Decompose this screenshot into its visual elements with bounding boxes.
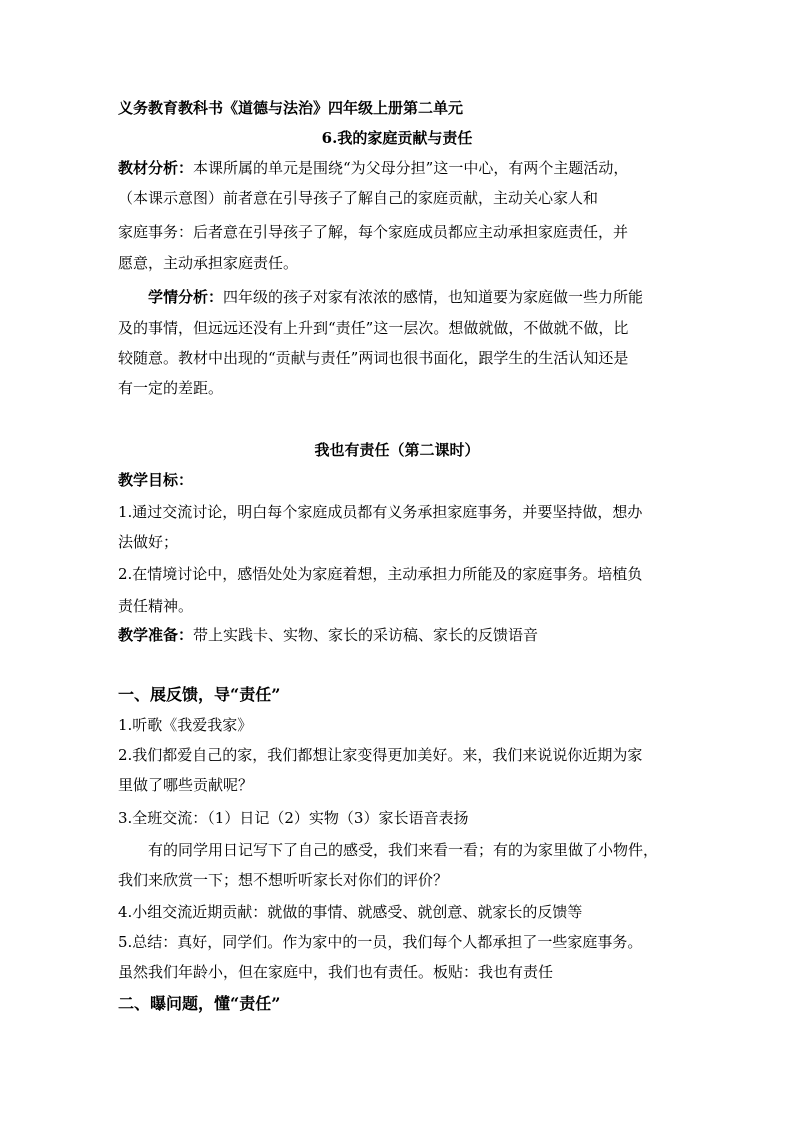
learner-analysis-line-2: 及的事情，但远远还没有上升到“责任”这一层次。想做就做，不做就不做，比 (118, 319, 629, 337)
section-1-heading: 一、展反馈，导“责任” (118, 685, 281, 704)
lesson-title: 6.我的家庭贡献与责任 (321, 129, 473, 147)
material-analysis-label: 教材分析： (118, 159, 194, 177)
material-analysis-text: 本课所属的单元是围绕“为父母分担”这一中心，有两个主题活动， (193, 159, 629, 177)
preparation-label: 教学准备： (118, 626, 194, 644)
objective-1-line-1: 1.通过交流讨论，明白每个家庭成员都有义务承担家庭事务，并要坚持做，想办 (118, 503, 643, 521)
objective-2-line-1: 2.在情境讨论中，感悟处处为家庭着想，主动承担力所能及的家庭事务。培植负 (118, 565, 643, 583)
section-1-step-3-detail-line-1: 有的同学用日记写下了自己的感受，我们来看一看；有的为家里做了小物件， (148, 841, 659, 859)
objectives-label: 教学目标： (118, 471, 194, 489)
section-1-step-2-line-2: 里做了哪些贡献呢？ (118, 776, 254, 794)
learner-analysis-line-3: 较随意。教材中出现的“贡献与责任”两词也很书面化，跟学生的生活认知还是 (118, 349, 629, 367)
material-analysis-line-4: 愿意，主动承担家庭责任。 (118, 254, 299, 272)
objective-2-line-2: 责任精神。 (118, 597, 194, 615)
section-1-step-4: 4.小组交流近期贡献：就做的事情、就感受、就创意、就家长的反馈等 (118, 903, 583, 921)
section-1-step-3-detail-line-2: 我们来欣赏一下；想不想听听家长对你们的评价？ (118, 871, 449, 889)
material-analysis-line-3: 家庭事务：后者意在引导孩子了解，每个家庭成员都应主动承担家庭责任，并 (118, 223, 629, 241)
section-2-heading: 二、曝问题，懂“责任” (118, 994, 281, 1013)
series-title: 义务教育教科书《道德与法治》四年级上册第二单元 (118, 99, 464, 117)
learner-analysis-line-4: 有一定的差距。 (118, 379, 224, 397)
preparation-text: 带上实践卡、实物、家长的采访稿、家长的反馈语音 (193, 626, 539, 644)
section-1-step-1: 1.听歌《我爱我家》 (118, 716, 253, 734)
section-1-step-5-line-2: 虽然我们年龄小，但在家庭中，我们也有责任。板贴：我也有责任 (118, 963, 554, 981)
section-1-step-2-line-1: 2.我们都爱自己的家，我们都想让家变得更加美好。来，我们来说说你近期为家 (118, 746, 643, 764)
material-analysis-line-1 (118, 158, 698, 178)
section-1-step-3: 3.全班交流：（1）日记（2）实物（3）家长语音表扬 (118, 809, 469, 827)
objective-1-line-2: 法做好； (118, 533, 179, 551)
section-1-step-5-line-1: 5.总结：真好，同学们。作为家中的一员，我们每个人都承担了一些家庭事务。 (118, 933, 643, 951)
learner-analysis-line-1 (148, 287, 728, 307)
class-title: 我也有责任（第二课时） (314, 441, 480, 459)
learner-analysis-label: 学情分析： (148, 288, 224, 306)
learner-analysis-text: 四年级的孩子对家有浓浓的感情，也知道要为家庭做一些力所能 (223, 288, 644, 306)
preparation-line (118, 625, 698, 645)
material-analysis-line-2: （本课示意图）前者意在引导孩子了解自己的家庭贡献，主动关心家人和 (118, 189, 599, 207)
